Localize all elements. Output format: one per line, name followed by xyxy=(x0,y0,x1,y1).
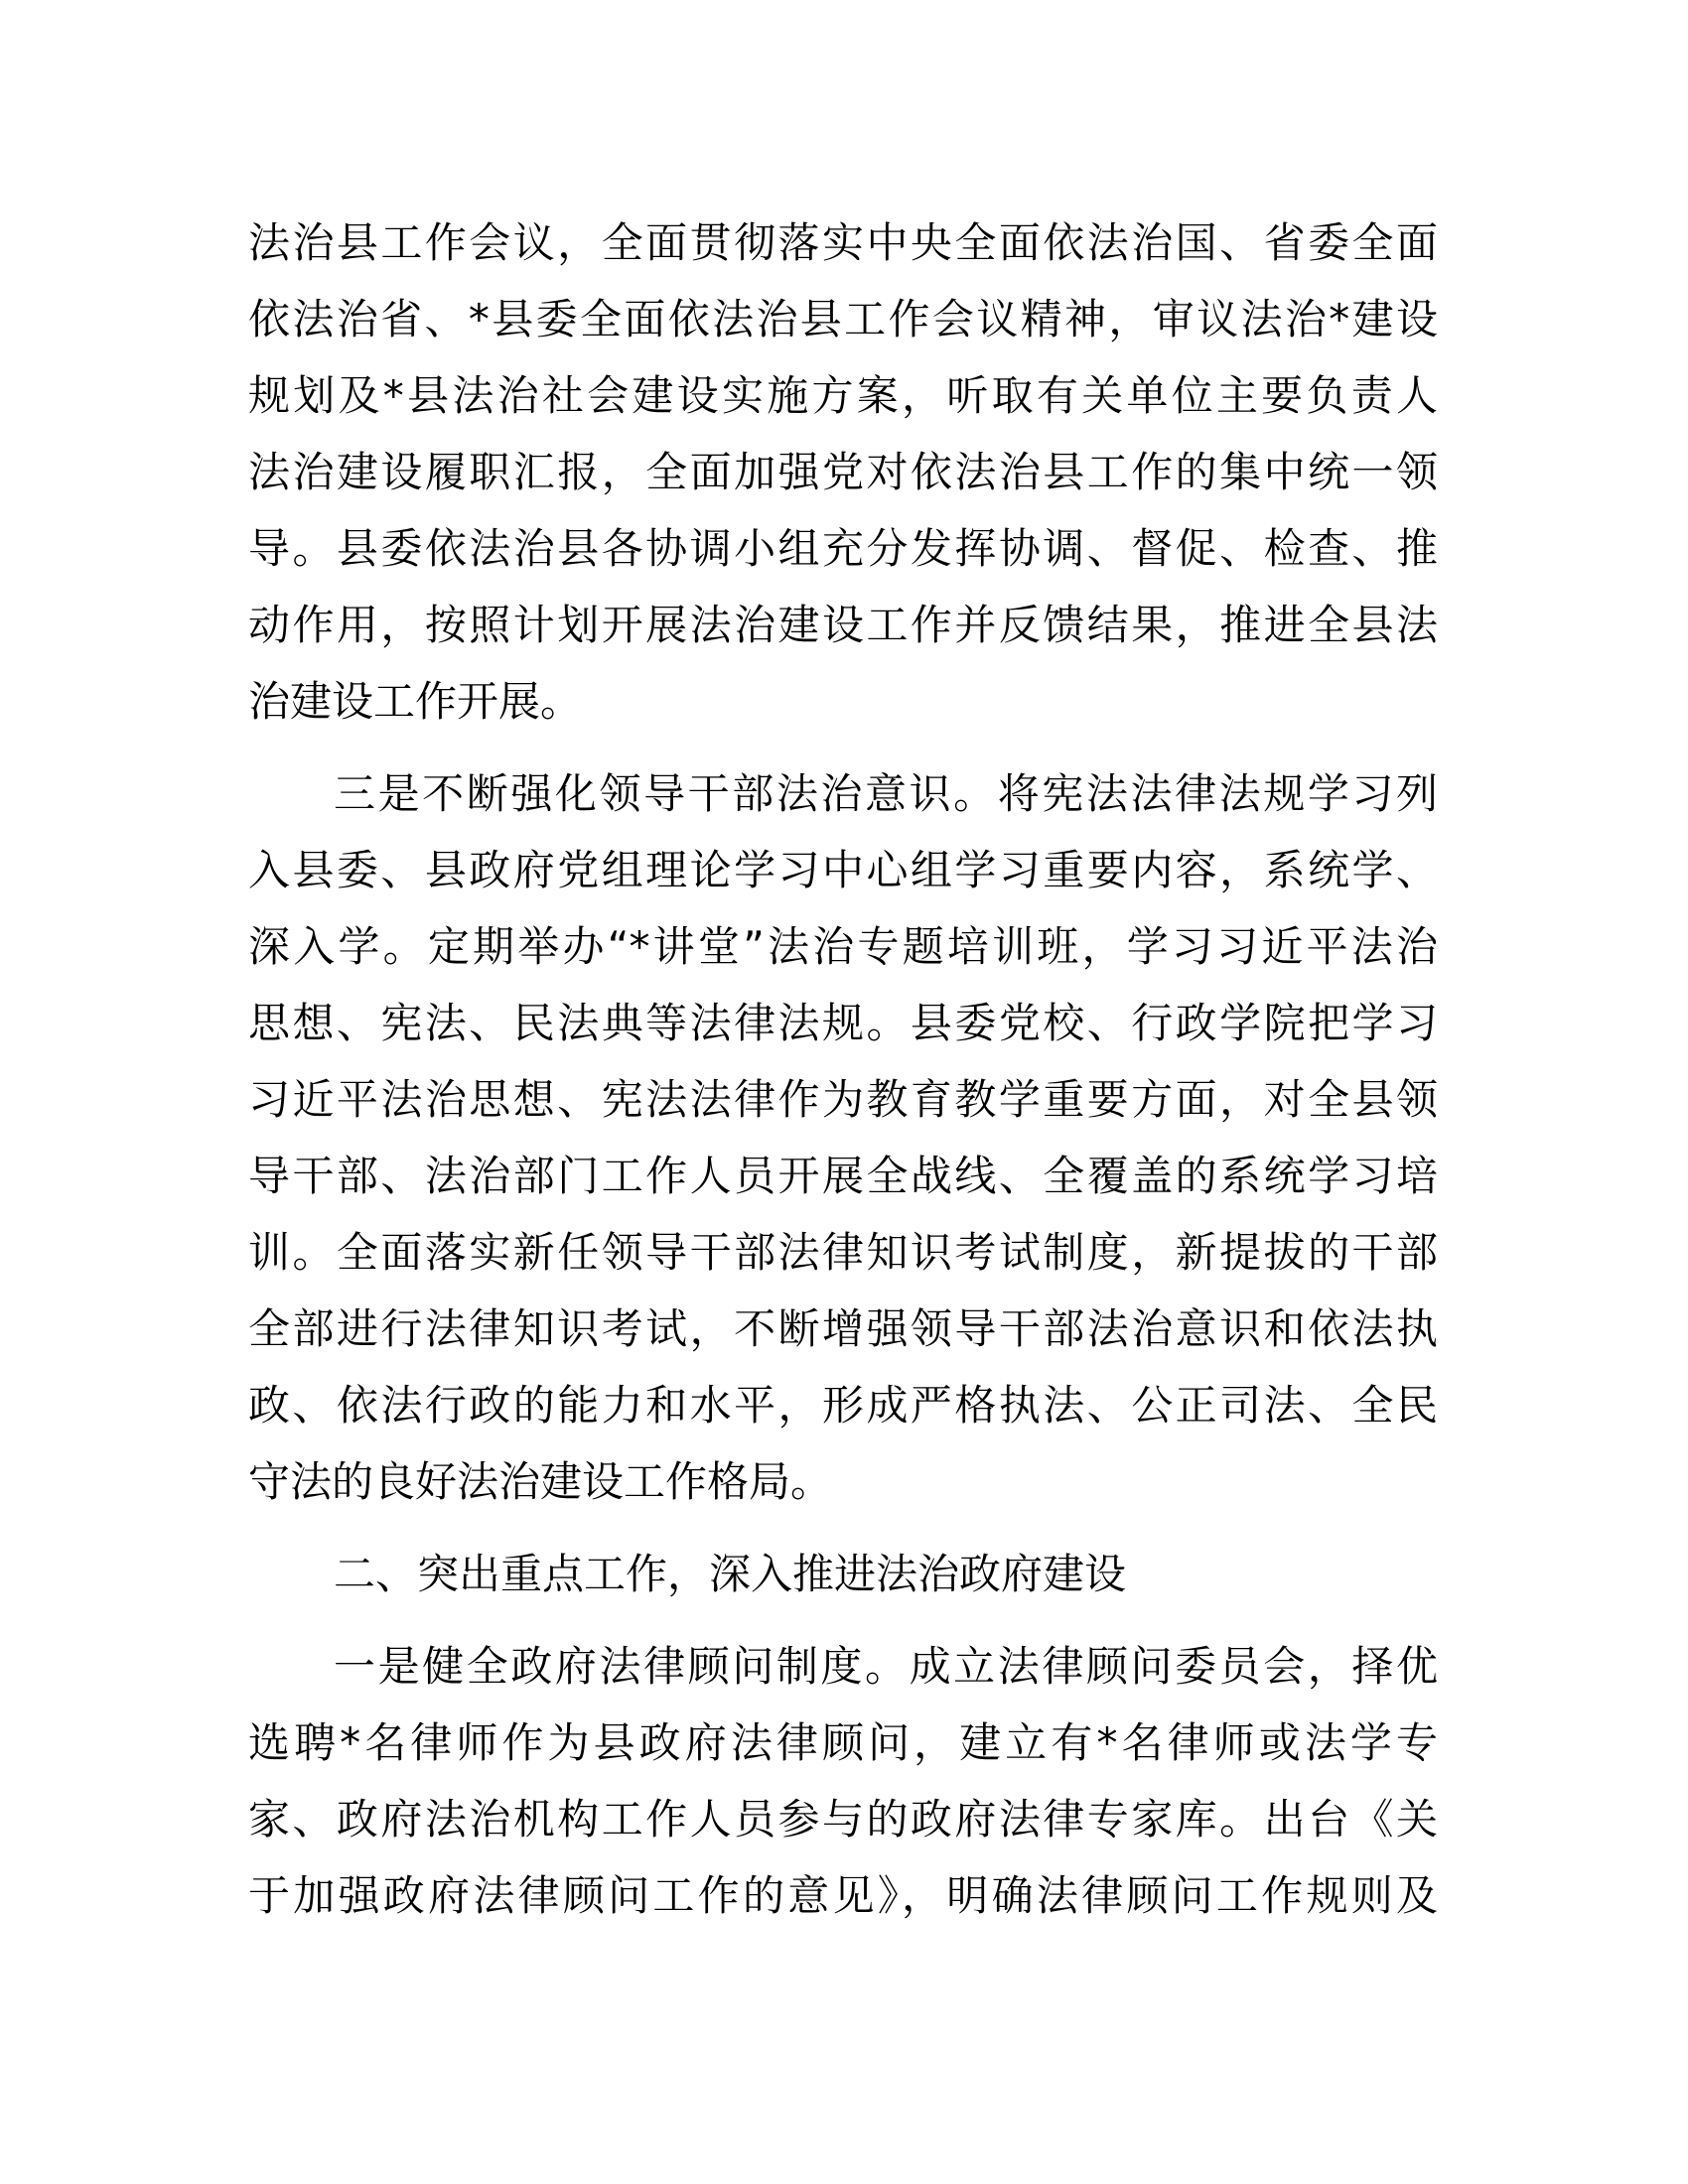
text-line: 法治县工作会议，全面贯彻落实中央全面依法治国、省委全面 xyxy=(248,218,1438,267)
text-line: 家、政府法治机构工作人员参与的政府法律专家库。出台《关 xyxy=(248,1795,1438,1843)
text-line: 规划及*县法治社会建设实施方案，听取有关单位主要负责人 xyxy=(248,371,1438,420)
text-line: 政、依法行政的能力和水平，形成严格执法、公正司法、全民 xyxy=(248,1381,1438,1430)
text-line: 选聘*名律师作为县政府法律顾问，建立有*名律师或法学专 xyxy=(248,1718,1438,1767)
paragraph-legal-counsel xyxy=(248,1634,1438,1940)
text-line-first: 三是不断强化领导干部法治意识。将宪法法律法规学习列 xyxy=(334,769,1438,818)
text-line: 治建设工作开展。 xyxy=(248,677,583,726)
paragraph-leadership-awareness xyxy=(248,761,1438,1526)
text-line: 深入学。定期举办“*讲堂”法治专题培训班，学习习近平法治 xyxy=(248,922,1438,971)
text-line: 训。全面落实新任领导干部法律知识考试制度，新提拔的干部 xyxy=(248,1228,1438,1277)
text-line: 习近平法治思想、宪法法律作为教育教学重要方面，对全县领 xyxy=(248,1075,1438,1124)
heading-text: 二、突出重点工作，深入推进法治政府建设 xyxy=(334,1550,1127,1598)
section-heading xyxy=(248,1542,1438,1618)
text-line: 于加强政府法律顾问工作的意见》，明确法律顾问工作规则及 xyxy=(248,1871,1438,1920)
text-line: 守法的良好法治建设工作格局。 xyxy=(248,1457,833,1506)
text-line-first: 一是健全政府法律顾问制度。成立法律顾问委员会，择优 xyxy=(334,1642,1438,1691)
text-line: 思想、宪法、民法典等法律法规。县委党校、行政学院把学习 xyxy=(248,999,1438,1047)
text-line: 动作用，按照计划开展法治建设工作并反馈结果，推进全县法 xyxy=(248,601,1438,649)
text-line: 导干部、法治部门工作人员开展全战线、全覆盖的系统学习培 xyxy=(248,1152,1438,1200)
text-line: 依法治省、*县委全面依法治县工作会议精神，审议法治*建设 xyxy=(248,295,1438,343)
text-line: 全部进行法律知识考试，不断增强领导干部法治意识和依法执 xyxy=(248,1304,1438,1353)
text-line: 导。县委依法治县各协调小组充分发挥协调、督促、检查、推 xyxy=(248,524,1438,573)
text-line: 入县委、县政府党组理论学习中心组学习重要内容，系统学、 xyxy=(248,846,1438,894)
paragraph-continuation xyxy=(248,210,1438,746)
text-line: 法治建设履职汇报，全面加强党对依法治县工作的集中统一领 xyxy=(248,448,1438,496)
document-page xyxy=(248,210,1438,1956)
